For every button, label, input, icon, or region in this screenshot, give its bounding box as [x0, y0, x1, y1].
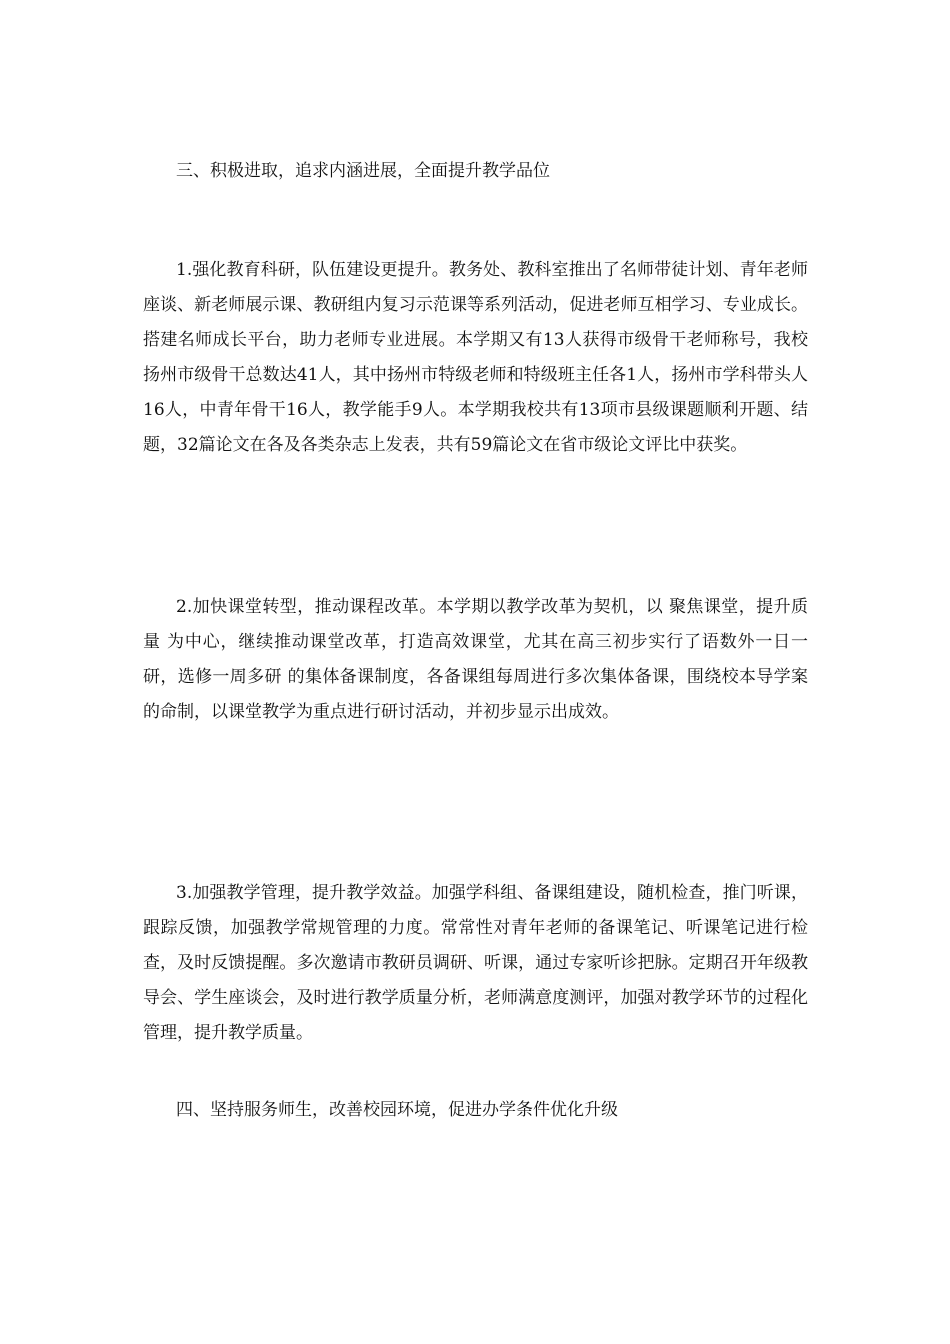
paragraph-classroom-reform: 2.加快课堂转型，推动课程改革。本学期以教学改革为契机，以 聚焦课堂，提升质量 为中心，继续推动课堂改革，打造高效课堂，尤其在高三初步实行了语数外一日一研，选修一周多研 的集体备课制度，各备课组每周进行多次集体备课，围绕校本导学案的命制，以课堂教学为重点进行研讨活动，并初步显示出成效。: [143, 597, 808, 722]
section-heading-3: 三、积极进取，追求内涵进展，全面提升教学品位: [176, 161, 550, 181]
paragraph-teaching-management: 3.加强教学管理，提升教学效益。加强学科组、备课组建设，随机检查，推门听课，跟踪反馈，加强教学常规管理的力度。常常性对青年老师的备课笔记、听课笔记进行检查，及时反馈提醒。多次邀请市教研员调研、听课，通过专家听诊把脉。定期召开年级教导会、学生座谈会，及时进行教学质量分析，老师满意度测评，加强对教学环节的过程化管理，提升教学质量。: [143, 883, 808, 1043]
section-heading-4: 四、坚持服务师生，改善校园环境，促进办学条件优化升级: [176, 1100, 618, 1120]
paragraph-teaching-research: 1.强化教育科研，队伍建设更提升。教务处、教科室推出了名师带徒计划、青年老师座谈、新老师展示课、教研组内复习示范课等系列活动，促进老师互相学习、专业成长。搭建名师成长平台，助力老师专业进展。本学期又有13人获得市级骨干老师称号，我校扬州市级骨干总数达41人，其中扬州市特级老师和特级班主任各1人，扬州市学科带头人16人，中青年骨干16人，教学能手9人。本学期我校共有13项市县级课题顺利开题、结题，32篇论文在各及各类杂志上发表，共有59篇论文在省市级论文评比中获奖。: [143, 260, 808, 455]
